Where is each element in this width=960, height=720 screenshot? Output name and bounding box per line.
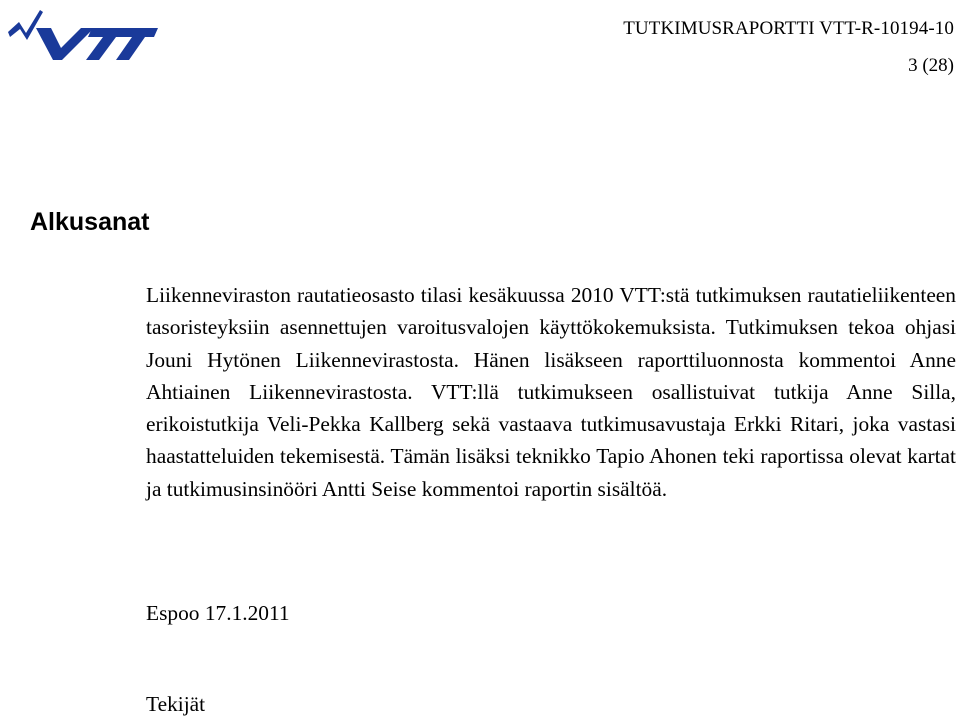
place-date: Espoo 17.1.2011 [146,601,290,625]
section-heading: Alkusanat [30,208,150,236]
body-paragraph: Liikenneviraston rautatieosasto tilasi kesäkuussa 2010 VTT:stä tutkimuksen rautatieliikenteen tasoristeyksiin asennettujen varoitusvalojen käyttökokemuksista. Tutkimuksen tekoa ohjasi Jouni Hytönen Liikennevirastosta. Hänen lisäkseen raporttiluonnosta kommentoi Anne Ahtiainen Liikennevirastosta. VTT:llä tutkimukseen osallistuivat tutkija Anne Silla, erikoistutkija Veli-Pekka Kallberg sekä vastaava tutkimusavustaja Erkki Ritari, joka vastasi haastatteluiden tekemisestä. Tämän lisäksi teknikko Tapio Ahonen teki raportissa olevat kartat ja tutkimusinsinööri Antti Seise kommentoi raportin sisältöä. [146,283,956,501]
vtt-logo-icon [6,8,158,64]
authors-label: Tekijät [146,692,206,716]
page-number: 3 (28) [908,55,954,76]
report-id: TUTKIMUSRAPORTTI VTT-R-10194-10 [623,18,954,39]
vtt-logo [6,8,158,64]
